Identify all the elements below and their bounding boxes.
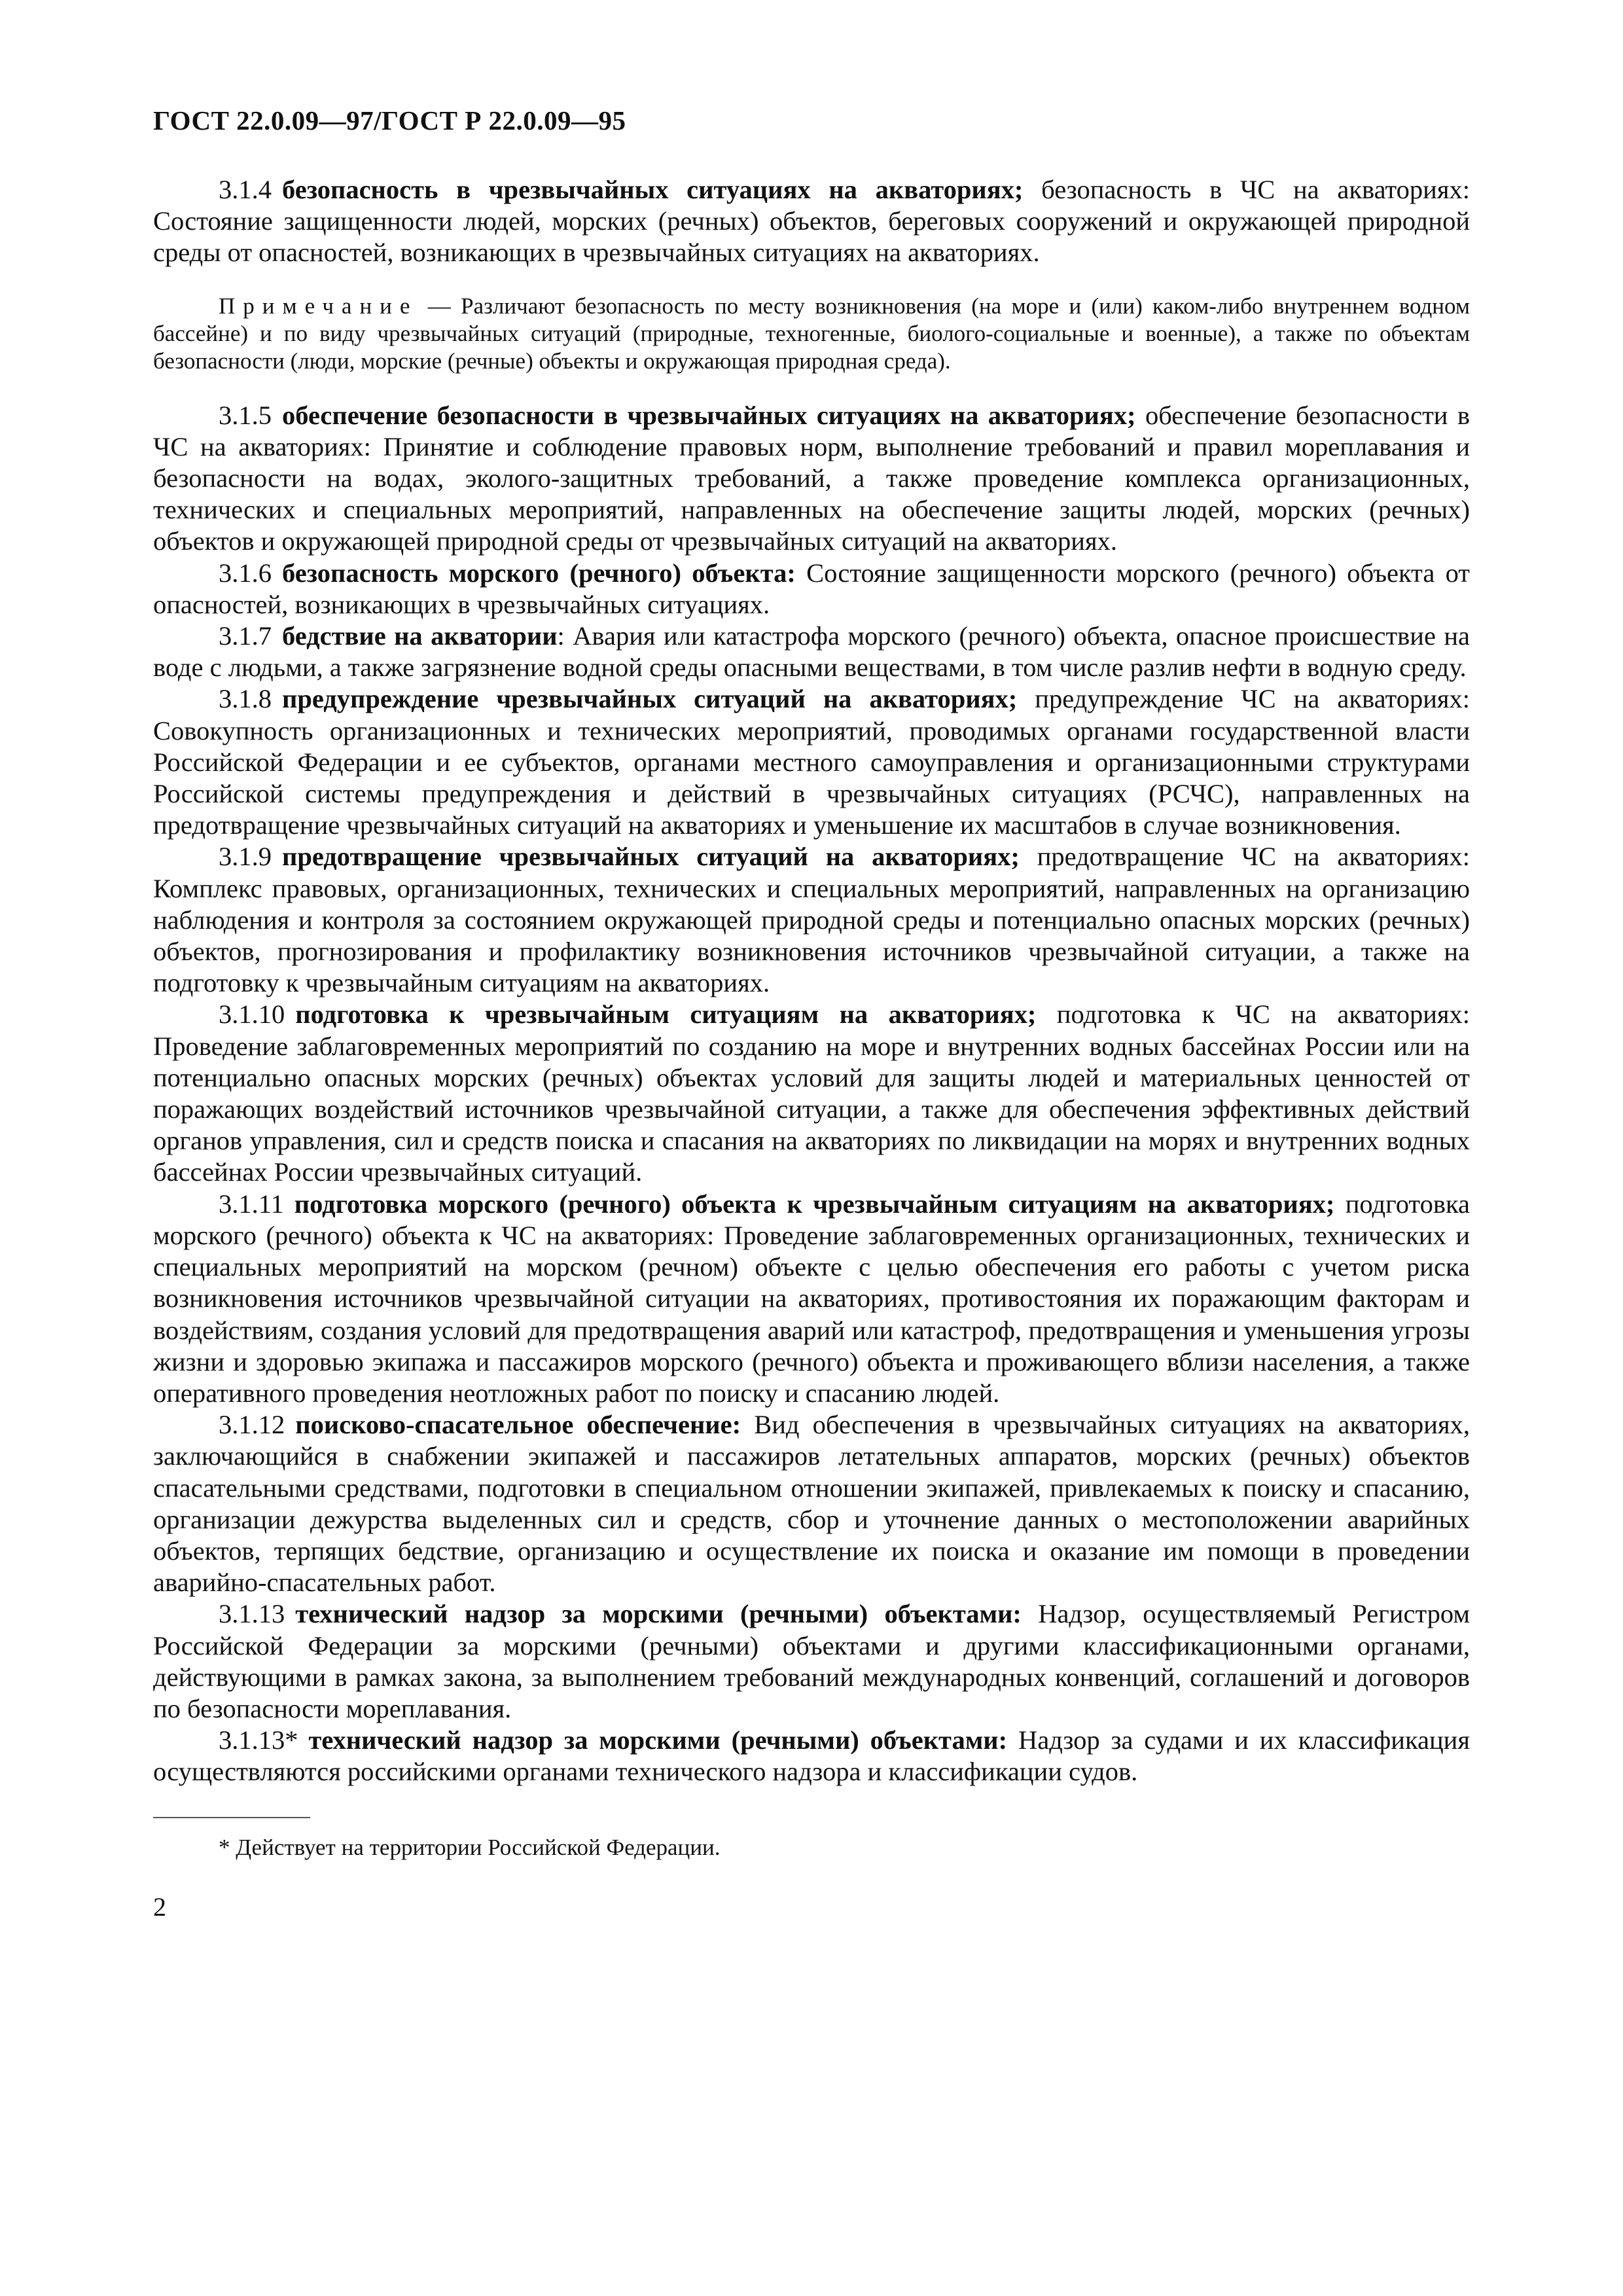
term-title: бедствие на акватории bbox=[282, 621, 558, 651]
term-number: 3.1.12 bbox=[219, 1410, 285, 1440]
term-title: предупреждение чрезвычайных ситуаций на акваториях; bbox=[282, 684, 1018, 714]
term-definition: Вид обеспечения в чрезвычайных ситуациях на акваториях, заключающийся в снабжении экипажей и пассажиров летательных аппаратов, морских (речных) объектов спасательными средствами, подготовки в специальном отношении экипажей, привлекаемых к поиску и спасанию, организации дежурства выделенных сил и средств, сбор и уточнение данных о местоположении аварийных объектов, терпящих бедствие, организацию и осуществление их поиска и оказание им помощи в проведении аварийно-спасательных работ. bbox=[153, 1410, 1470, 1598]
term-number: 3.1.5 bbox=[219, 400, 272, 430]
term-definition: обеспечение безопасности в ЧС на акваториях: Принятие и соблюдение правовых норм, выполнение требований и правил мореплавания и безопасности на водах, эколого-защитных требований, а также проведение комплекса организационных, технических и специальных мероприятий, направленных на обеспечение защиты людей, морских (речных) объектов и окружающей природной среды от чрезвычайных ситуаций на акваториях. bbox=[153, 400, 1470, 556]
term-3-1-13 bbox=[153, 1598, 1470, 1725]
term-3-1-6 bbox=[153, 558, 1470, 620]
footnote-divider bbox=[153, 1817, 310, 1818]
term-3-1-12 bbox=[153, 1409, 1470, 1598]
term-definition: Состояние защищенности морского (речного) объекта от опасностей, возникающих в чрезвычайных ситуациях. bbox=[153, 558, 1470, 619]
term-3-1-11 bbox=[153, 1189, 1470, 1409]
term-3-1-13-star bbox=[153, 1725, 1470, 1787]
term-definition: предотвращение ЧС на акваториях: Комплекс правовых, организационных, технических и специальных мероприятий, направленных на организацию наблюдения и контроля за состоянием окружающей природной среды и потенциально опасных морских (речных) объектов, прогнозирования и профилактику возникновения источников чрезвычайной ситуации, а также на подготовку к чрезвычайным ситуациям на акваториях. bbox=[153, 842, 1470, 998]
footnote: * Действует на территории Российской Федерации. bbox=[219, 1834, 721, 1860]
term-number: 3.1.9 bbox=[219, 842, 272, 872]
term-definition: : Авария или катастрофа морского (речного) объекта, опасное происшествие на воде с людьми, а также загрязнение водной среды опасными веществами, в том числе разлив нефти в водную среду. bbox=[153, 621, 1470, 683]
term-number: 3.1.7 bbox=[219, 621, 272, 651]
term-title: предотвращение чрезвычайных ситуаций на акваториях; bbox=[282, 842, 1020, 872]
term-title: обеспечение безопасности в чрезвычайных ситуациях на акваториях; bbox=[282, 400, 1136, 430]
term-title: поисково-спасательное обеспечение: bbox=[295, 1410, 741, 1440]
term-definition: предупреждение ЧС на акваториях: Совокупность организационных и технических мероприятий, проводимых органами государственной власти Российской Федерации и ее субъектов, органами местного самоуправления и организационными структурами Российской системы предупреждения и действий в чрезвычайных ситуациях (РСЧС), направленных на предотвращение чрезвычайных ситуаций на акваториях и уменьшение их масштабов в случае возникновения. bbox=[153, 684, 1470, 840]
document-page bbox=[153, 105, 1470, 1922]
note bbox=[153, 293, 1470, 375]
note-text: — Различают безопасность по месту возникновения (на море и (или) каком-либо внутреннем водном бассейне) и по виду чрезвычайных ситуаций (природные, техногенные, биолого-социальные и военные), а также по объектам безопасности (люди, морские (речные) объекты и окружающая природная среда). bbox=[153, 293, 1471, 374]
term-title: технический надзор за морскими (речными) объектами: bbox=[308, 1725, 1008, 1755]
term-title: подготовка к чрезвычайным ситуациям на акваториях; bbox=[295, 999, 1037, 1030]
term-definition: безопасность в ЧС на акваториях: Состояние защищенности людей, морских (речных) объектов, береговых сооружений и окружающей природной среды от опасностей, возникающих в чрезвычайных ситуациях на акваториях. bbox=[153, 175, 1470, 268]
term-3-1-5 bbox=[153, 400, 1470, 558]
term-number: 3.1.11 bbox=[219, 1189, 284, 1219]
term-3-1-10 bbox=[153, 999, 1470, 1188]
term-title: технический надзор за морскими (речными) объектами: bbox=[295, 1599, 1022, 1629]
term-title: подготовка морского (речного) объекта к чрезвычайным ситуациям на акваториях; bbox=[294, 1189, 1335, 1219]
term-number: 3.1.13* bbox=[219, 1725, 298, 1755]
term-definition: подготовка к ЧС на акваториях: Проведение заблаговременных мероприятий по созданию на море и внутренних водных бассейнах России или на потенциально опасных морских (речных) объектах условий для защиты людей и материальных ценностей от поражающих воздействий источников чрезвычайной ситуации, а также для обеспечения эффективных действий органов управления, сил и средств поиска и спасания на акваториях по ликвидации на морях и внутренних водных бассейнах России чрезвычайных ситуаций. bbox=[153, 999, 1470, 1187]
term-3-1-9 bbox=[153, 841, 1470, 999]
term-number: 3.1.13 bbox=[219, 1599, 285, 1629]
term-definition: Надзор, осуществляемый Регистром Российской Федерации за морскими (речными) объектами и другими классификационными органами, действующими в рамках закона, за выполнением требований международных конвенций, соглашений и договоров по безопасности мореплавания. bbox=[153, 1599, 1470, 1723]
term-number: 3.1.4 bbox=[219, 175, 272, 204]
term-3-1-8 bbox=[153, 683, 1470, 841]
term-definition: Надзор за судами и их классификация осуществляются российскими органами технического надзора и классификации судов. bbox=[153, 1725, 1470, 1787]
term-3-1-4 bbox=[153, 174, 1470, 269]
term-title: безопасность морского (речного) объекта: bbox=[282, 558, 796, 588]
term-3-1-7 bbox=[153, 620, 1470, 683]
term-title: безопасность в чрезвычайных ситуациях на акваториях; bbox=[282, 175, 1024, 204]
page-number: 2 bbox=[153, 1892, 166, 1922]
term-number: 3.1.6 bbox=[219, 558, 272, 588]
term-number: 3.1.10 bbox=[219, 999, 285, 1030]
document-header: ГОСТ 22.0.09—97/ГОСТ Р 22.0.09—95 bbox=[153, 105, 626, 135]
term-definition: подготовка морского (речного) объекта к ЧС на акваториях: Проведение заблаговременных организационных, технических и специальных мероприятий на морском (речном) объекте с целью обеспечения его работы с учетом риска возникновения источников чрезвычайной ситуации на акваториях, противостояния их поражающим факторам и воздействиям, создания условий для предотвращения аварий или катастроф, предотвращения и уменьшения угрозы жизни и здоровью экипажа и пассажиров морского (речного) объекта и проживающего вблизи населения, а также оперативного проведения неотложных работ по поиску и спасанию людей. bbox=[153, 1189, 1471, 1408]
term-number: 3.1.8 bbox=[219, 684, 272, 714]
note-label: Примечание bbox=[219, 293, 418, 319]
